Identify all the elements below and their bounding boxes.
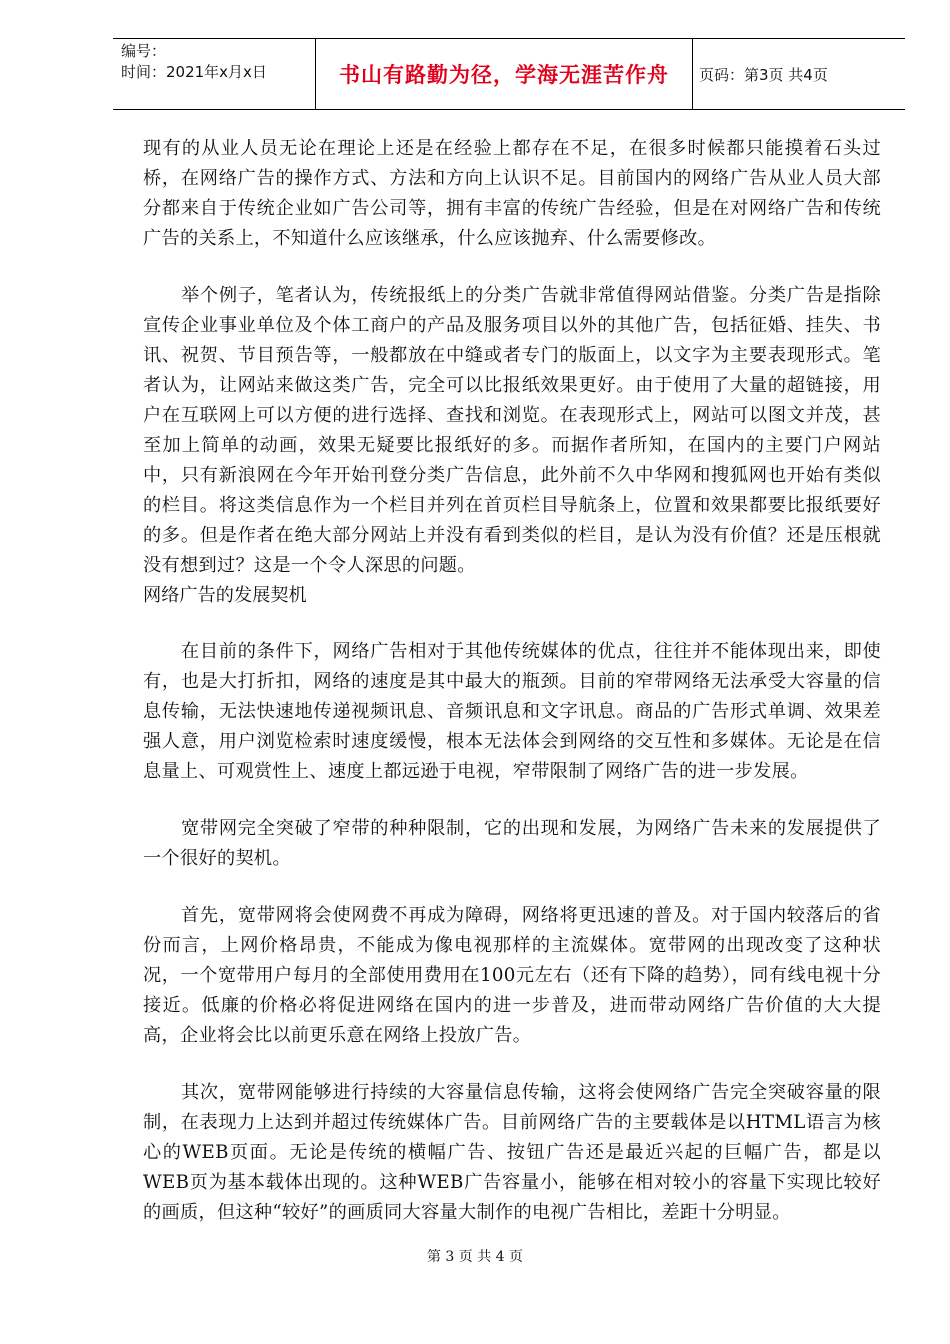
header-page-cell (691, 39, 905, 109)
motto-text: 书山有路勤为径，学海无涯苦作舟 (339, 63, 669, 87)
header-meta (113, 39, 315, 109)
document-body (143, 134, 881, 1255)
section-heading: 网络广告的发展契机 (143, 585, 307, 606)
paragraph: 在目前的条件下，网络广告相对于其他传统媒体的优点，往往并不能体现出来，即使有，也是大打折扣，网络的速度是其中最大的瓶颈。目前的窄带网络无法承受大容量的信息传输，无法快速地传递视频讯息、音频讯息和文字讯息。商品的广告形式单调、效果差强人意，用户浏览检索时速度缓慢，根本无法体会到网络的交互性和多媒体。无论是在信息量上、可观赏性上、速度上都远逊于电视，窄带限制了网络广告的进一步发展。 (143, 641, 881, 782)
paragraph: 举个例子，笔者认为，传统报纸上的分类广告就非常值得网站借鉴。分类广告是指除宣传企业事业单位及个体工商户的产品及服务项目以外的其他广告，包括征婚、挂失、书讯、祝贺、节目预告等，一般都放在中缝或者专门的版面上，以文字为主要表现形式。笔者认为，让网站来做这类广告，完全可以比报纸效果更好。由于使用了大量的超链接，用户在互联网上可以方便的进行选择、查找和浏览。在表现形式上，网站可以图文并茂，甚至加上简单的动画，效果无疑要比报纸好的多。而据作者所知，在国内的主要门户网站中，只有新浪网在今年开始刊登分类广告信息，此外前不久中华网和搜狐网也开始有类似的栏目。将这类信息作为一个栏目并列在首页栏目导航条上，位置和效果都要比报纸要好的多。但是作者在绝大部分网站上并没有看到类似的栏目，是认为没有价值？还是压根就没有想到过？这是一个令人深思的问题。 (143, 285, 881, 576)
page-footer: 第 3 页 共 4 页 (426, 1249, 524, 1265)
paragraph: 现有的从业人员无论在理论上还是在经验上都存在不足，在很多时候都只能摸着石头过桥，在网络广告的操作方式、方法和方向上认识不足。目前国内的网络广告从业人员大部分都来自于传统企业如广告公司等，拥有丰富的传统广告经验，但是在对网络广告和传统广告的关系上，不知道什么应该继承，什么应该抛弃、什么需要修改。 (143, 138, 881, 249)
document-header (113, 38, 905, 110)
paragraph: 其次，宽带网能够进行持续的大容量信息传输，这将会使网络广告完全突破容量的限制，在表现力上达到并超过传统媒体广告。目前网络广告的主要载体是以HTML语言为核心的WEB页面。无论是传统的横幅广告、按钮广告还是最近兴起的巨幅广告，都是以WEB页为基本载体出现的。这种WEB广告容量小，能够在相对较小的容量下实现比较好的画质，但这种“较好”的画质同大容量大制作的电视广告相比，差距十分明显。 (143, 1082, 881, 1223)
time-label: 时间：2021年x月x日 (121, 63, 267, 81)
paragraph: 首先，宽带网将会使网费不再成为障碍，网络将更迅速的普及。对于国内较落后的省份而言，上网价格昂贵，不能成为像电视那样的主流媒体。宽带网的出现改变了这种状况，一个宽带用户每月的全部使用费用在100元左右（还有下降的趋势），同有线电视十分接近。低廉的价格必将促进网络在国内的进一步普及，进而带动网络广告价值的大大提高，企业将会比以前更乐意在网络上投放广告。 (143, 905, 881, 1046)
header-motto-cell (315, 39, 693, 109)
number-label: 编号： (121, 42, 167, 60)
page-info: 页码：第3页 共4页 (699, 65, 828, 84)
paragraph: 宽带网完全突破了窄带的种种限制，它的出现和发展，为网络广告未来的发展提供了一个很好的契机。 (143, 818, 881, 869)
